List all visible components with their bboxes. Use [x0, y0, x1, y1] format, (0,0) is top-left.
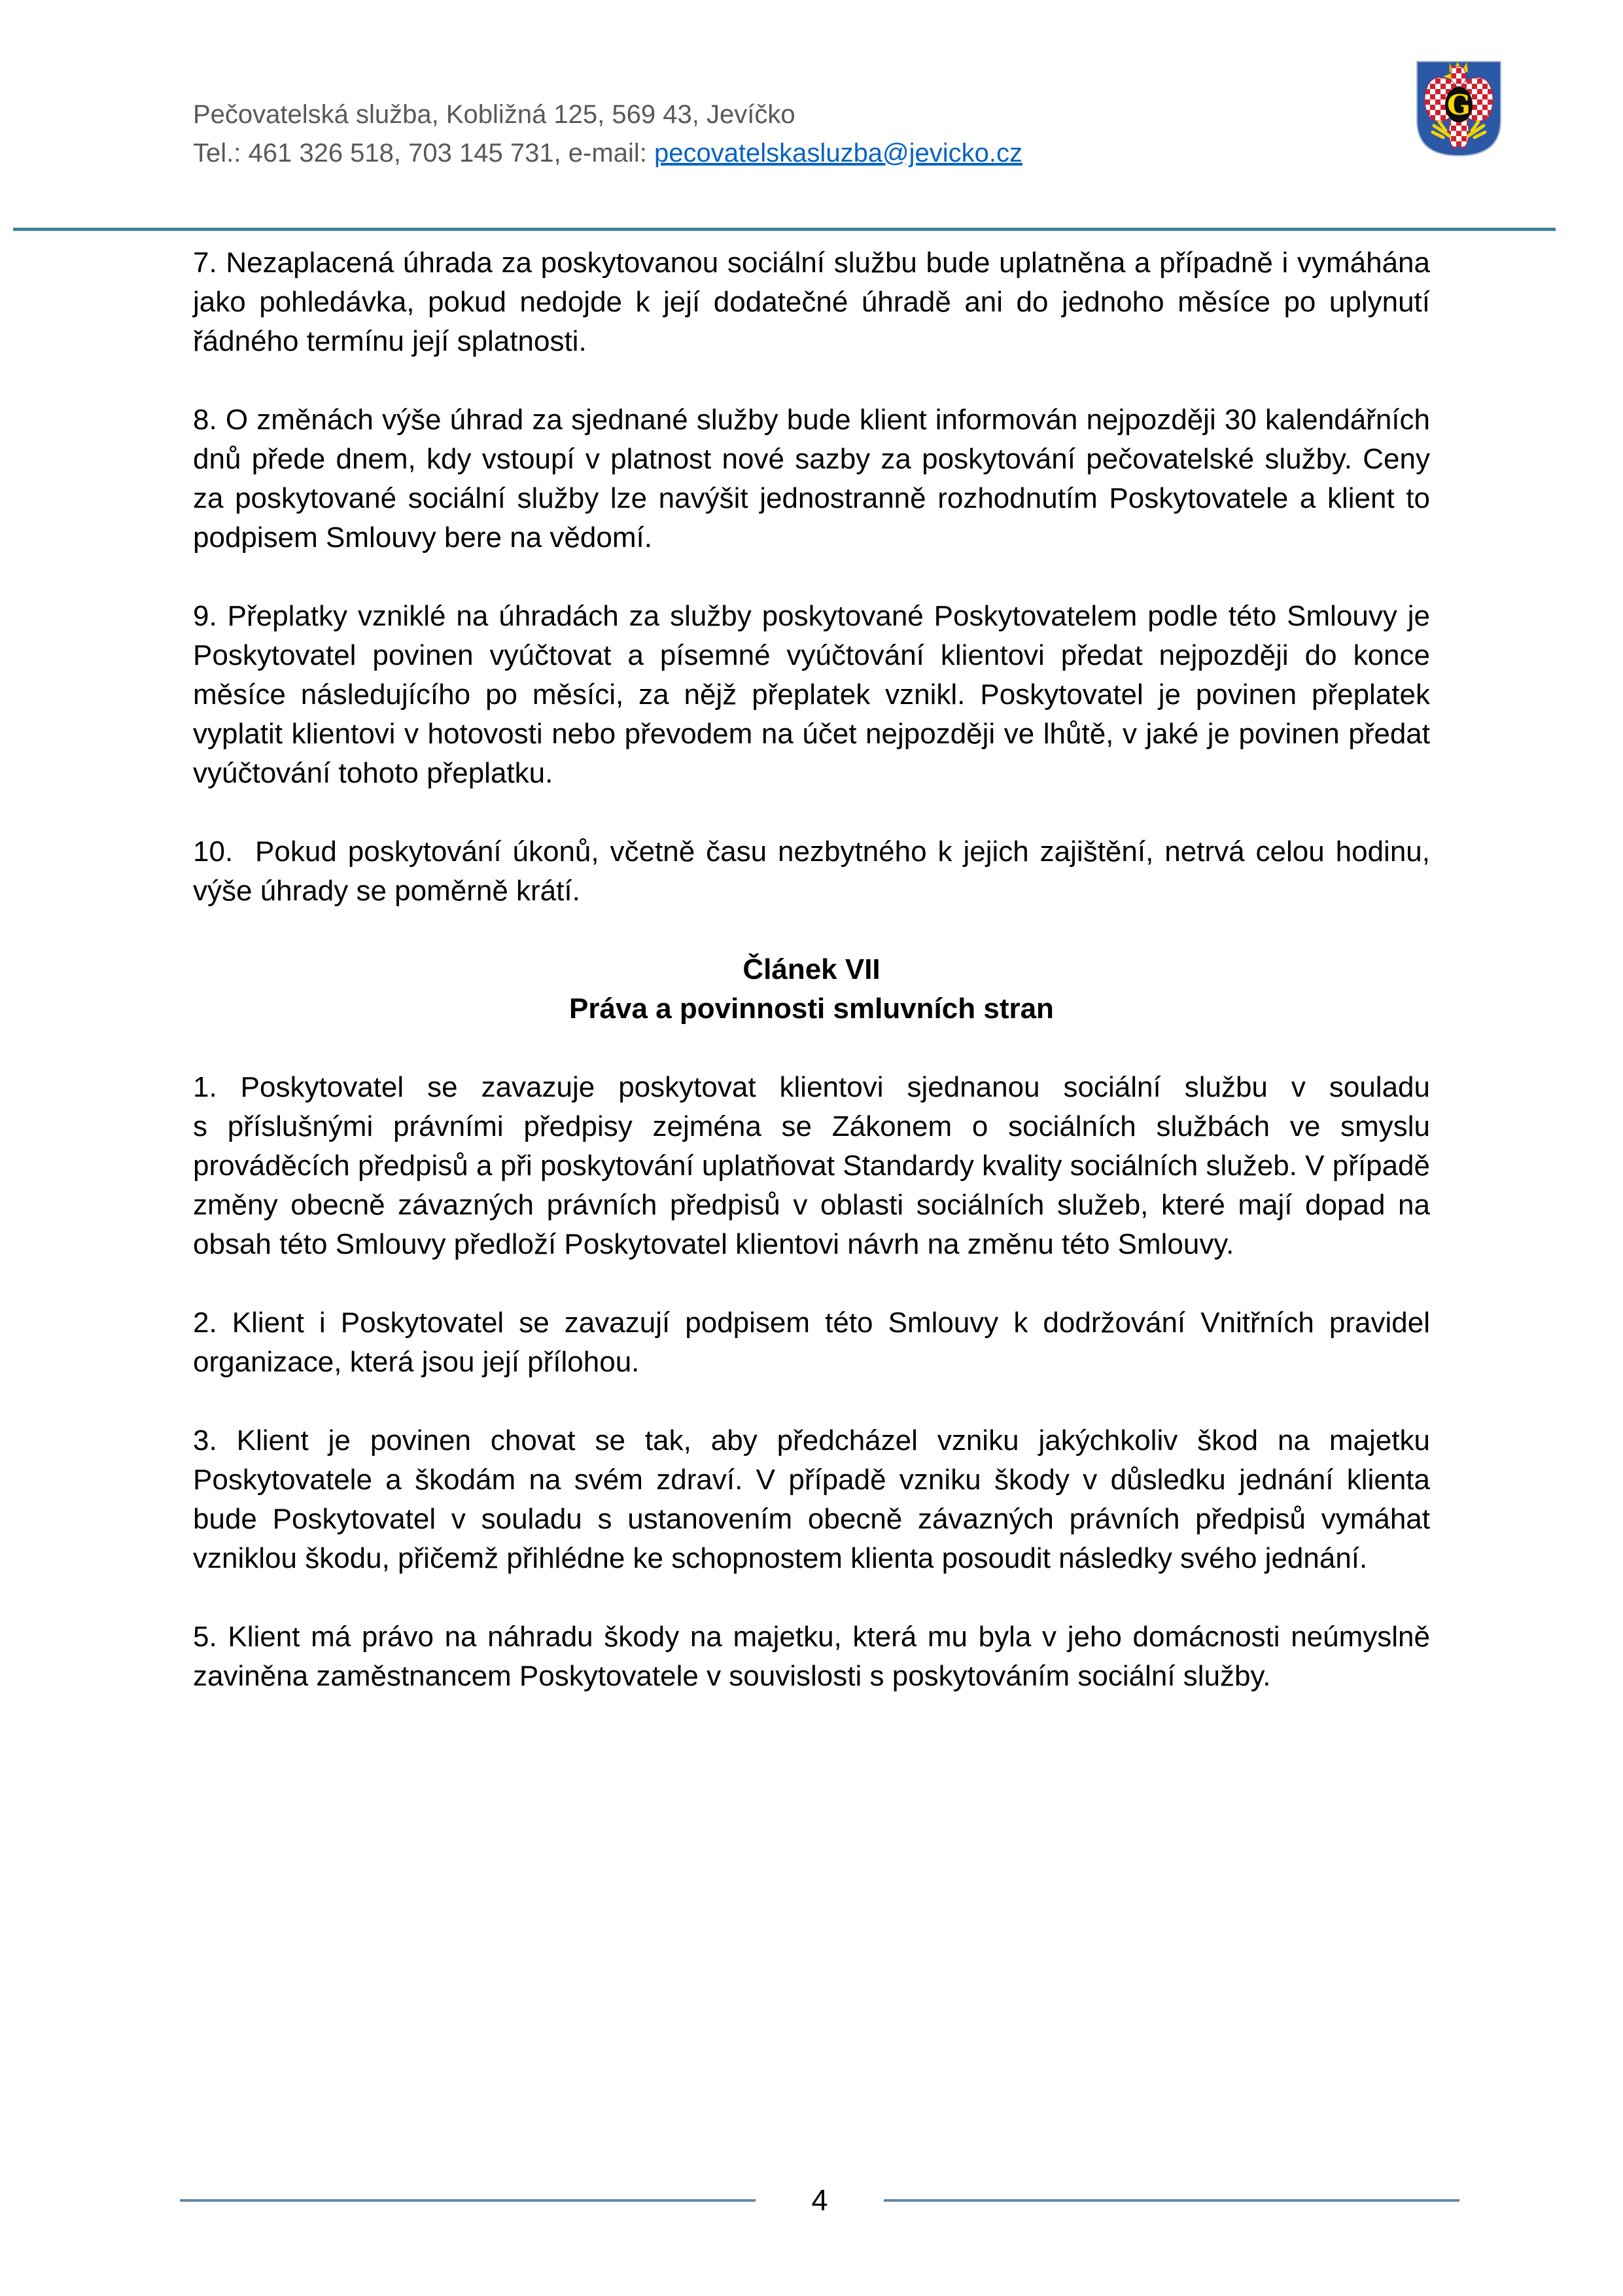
paragraph-7: 7. Nezaplacená úhrada za poskytovanou sociální službu bude uplatněna a případně i vymáhána jako pohledávka, pokud nedojde k její dodatečné úhradě ani do jednoho měsíce po uplynutí řádného termínu její splatnosti. — [193, 247, 1430, 357]
paragraph-1: 1. Poskytovatel se zavazuje poskytovat klientovi sjednanou sociální službu v souladu s příslušnými právními předpisy zejména se Zákonem o sociálních službách ve smyslu prováděcích předpisů a při poskytování uplatňovat Standardy kvality sociálních služeb. V případě změny obecně závazných právních předpisů v oblasti sociálních služeb, které mají dopad na obsah této Smlouvy předloží Poskytovatel klientovi návrh na změnu této Smlouvy. — [193, 1071, 1430, 1260]
svg-text:G: G — [1447, 89, 1471, 121]
page-number: 4 — [811, 2183, 828, 2217]
footer-divider-right — [884, 2199, 1459, 2202]
paragraph-2: 2. Klient i Poskytovatel se zavazují podpisem této Smlouvy k dodržování Vnitřních pravidel organizace, která jsou její přílohou. — [193, 1307, 1430, 1378]
document-body — [193, 243, 1430, 1735]
header-text-block — [193, 96, 1022, 173]
header-divider — [13, 228, 1556, 231]
contact-prefix: Tel.: 461 326 518, 703 145 731, e-mail: — [193, 139, 654, 168]
jevicko-coat-of-arms-icon — [1414, 58, 1503, 160]
article-heading-title: Článek VII — [742, 953, 881, 985]
email-link[interactable]: pecovatelskasluzba@jevicko.cz — [654, 139, 1023, 168]
contact-line — [193, 134, 1022, 173]
page-footer — [180, 2184, 1459, 2217]
article-heading — [193, 950, 1430, 1029]
paragraph-3: 3. Klient je povinen chovat se tak, aby předcházel vzniku jakýchkoliv škod na majetku Poskytovatele a škodám na svém zdraví. V případě vzniku škody v důsledku jednání klienta bude Poskytovatel v souladu s ustanovením obecně závazných právních předpisů vymáhat vzniklou škodu, přičemž přihlédne ke schopnostem klienta posoudit následky svého jednání. — [193, 1424, 1430, 1574]
footer-divider-left — [180, 2199, 756, 2202]
paragraph-5: 5. Klient má právo na náhradu škody na majetku, která mu byla v jeho domácnosti neúmyslně zaviněna zaměstnancem Poskytovatele v souvislosti s poskytováním sociální služby. — [193, 1621, 1430, 1692]
organization-address-line: Pečovatelská služba, Kobližná 125, 569 43, Jevíčko — [193, 100, 795, 129]
paragraph-8: 8. O změnách výše úhrad za sjednané služby bude klient informován nejpozději 30 kalendářních dnů přede dnem, kdy vstoupí v platnost nové sazby za poskytování pečovatelské služby. Ceny za poskytované sociální služby lze navýšit jednostranně rozhodnutím Poskytovatele a klient to podpisem Smlouvy bere na vědomí. — [193, 404, 1430, 554]
paragraph-9: 9. Přeplatky vzniklé na úhradách za služby poskytované Poskytovatelem podle této Smlouvy je Poskytovatel povinen vyúčtovat a písemné vyúčtování klientovi předat nejpozději do konce měsíce následujícího po měsíci, za nějž přeplatek vznikl. Poskytovatel je povinen přeplatek vyplatit klientovi v hotovosti nebo převodem na účet nejpozději ve lhůtě, v jaké je povinen předat vyúčtování tohoto přeplatku. — [193, 600, 1430, 789]
paragraph-10: 10. Pokud poskytování úkonů, včetně času nezbytného k jejich zajištění, netrvá celou hodinu, výše úhrady se poměrně krátí. — [193, 836, 1430, 907]
article-heading-subtitle: Práva a povinnosti smluvních stran — [569, 993, 1054, 1025]
